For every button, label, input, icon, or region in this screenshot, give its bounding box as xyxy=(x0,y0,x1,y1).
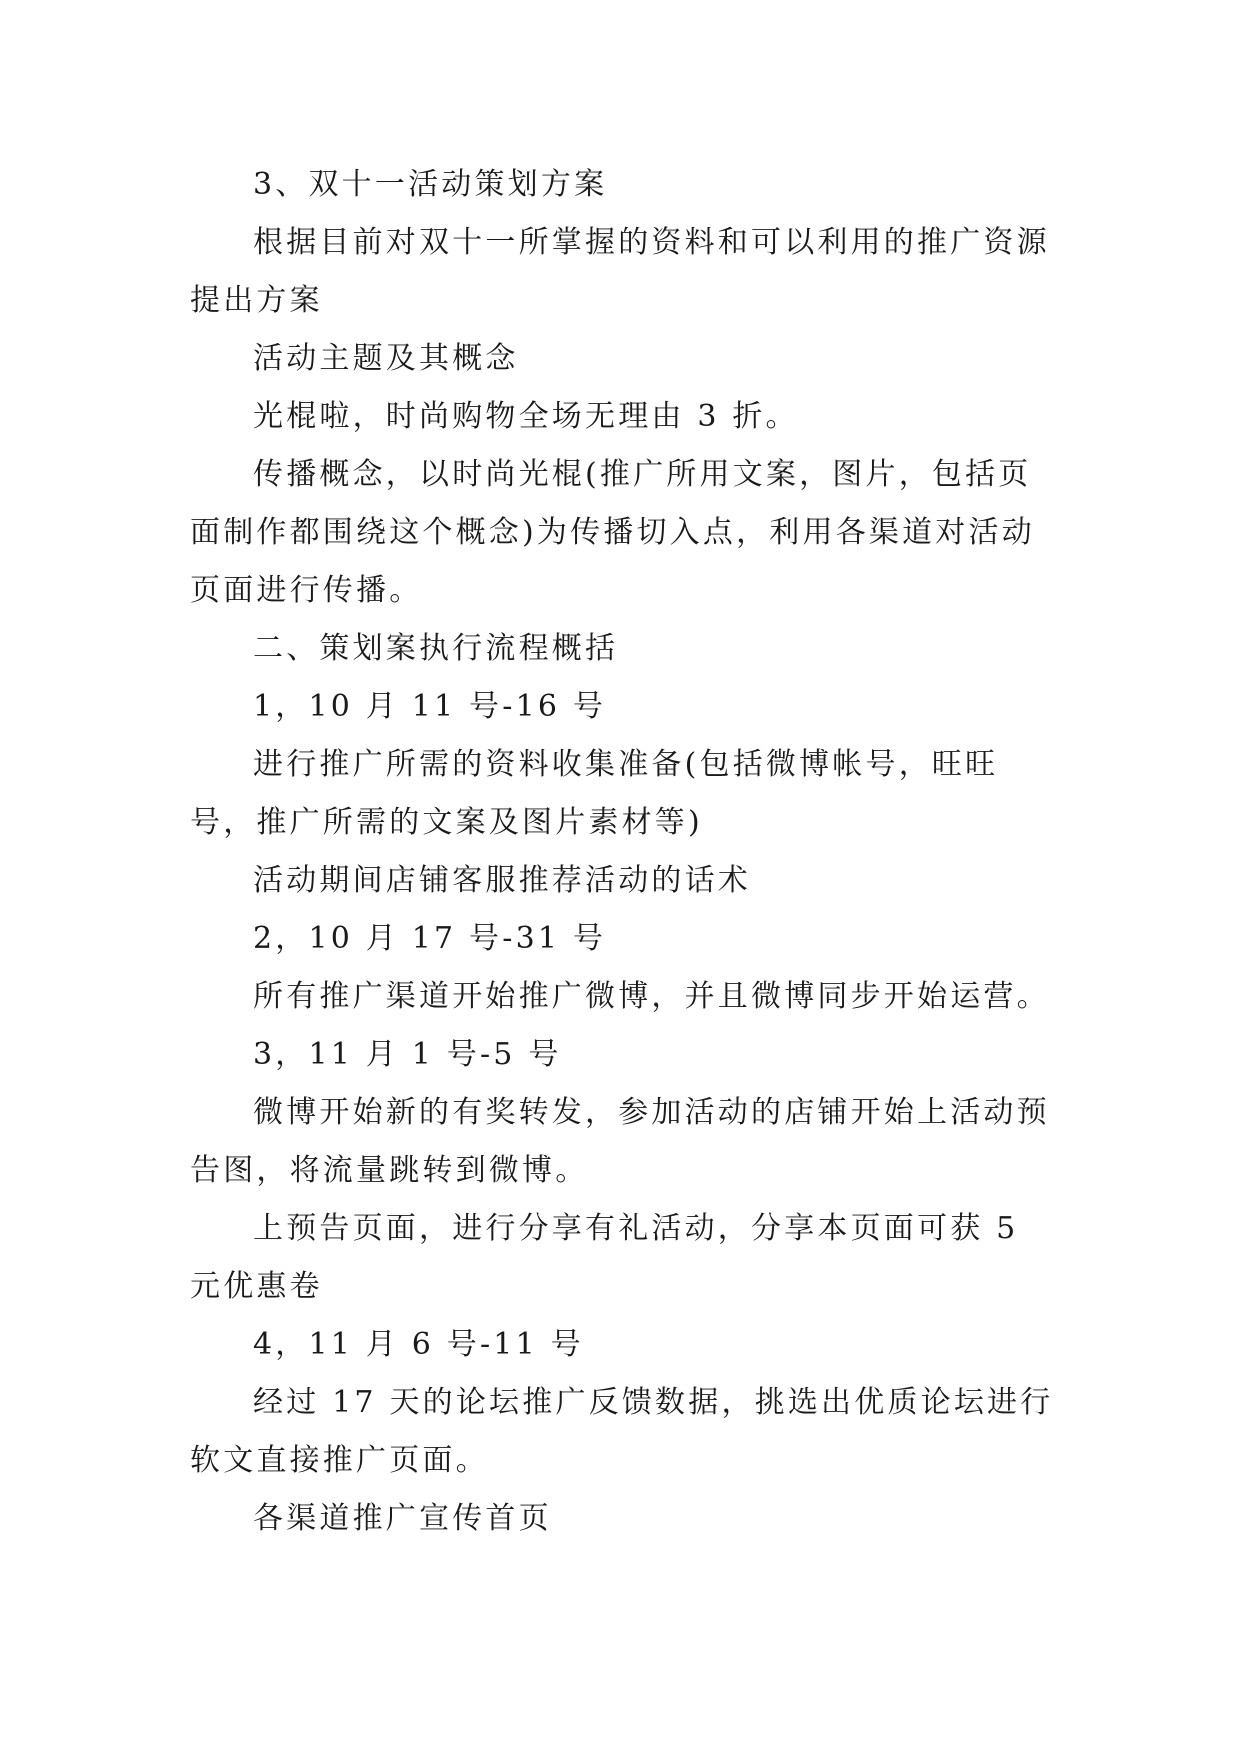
paragraph: 经过 17 天的论坛推广反馈数据，挑选出优质论坛进行软文直接推广页面。 xyxy=(190,1385,1054,1478)
section-heading: 二、策划案执行流程概括 xyxy=(253,631,619,666)
timeline-step: 2，10 月 17 号-31 号 xyxy=(253,921,607,956)
section-heading: 3、双十一活动策划方案 xyxy=(253,167,608,202)
paragraph: 传播概念，以时尚光棍(推广所用文案，图片，包括页面制作都围绕这个概念)为传播切入点，利用各渠道对活动页面进行传播。 xyxy=(190,457,1035,608)
paragraph: 根据目前对双十一所掌握的资料和可以利用的推广资源提出方案 xyxy=(190,225,1050,318)
paragraph: 进行推广所需的资料收集准备(包括微博帐号，旺旺号，推广所需的文案及图片素材等) xyxy=(190,747,999,840)
timeline-step: 3，11 月 1 号-5 号 xyxy=(253,1037,562,1072)
paragraph: 光棍啦，时尚购物全场无理由 3 折。 xyxy=(253,399,799,434)
paragraph: 各渠道推广宣传首页 xyxy=(253,1501,552,1536)
document-body xyxy=(190,156,1060,1548)
paragraph: 上预告页面，进行分享有礼活动，分享本页面可获 5 元优惠卷 xyxy=(190,1211,1019,1304)
paragraph: 微博开始新的有奖转发，参加活动的店铺开始上活动预告图，将流量跳转到微博。 xyxy=(190,1095,1050,1188)
paragraph: 所有推广渠道开始推广微博，并且微博同步开始运营。 xyxy=(253,979,1050,1014)
paragraph: 活动期间店铺客服推荐活动的话术 xyxy=(253,863,751,898)
timeline-step: 4，11 月 6 号-11 号 xyxy=(253,1327,584,1362)
subheading: 活动主题及其概念 xyxy=(253,341,519,376)
timeline-step: 1，10 月 11 号-16 号 xyxy=(253,689,607,724)
